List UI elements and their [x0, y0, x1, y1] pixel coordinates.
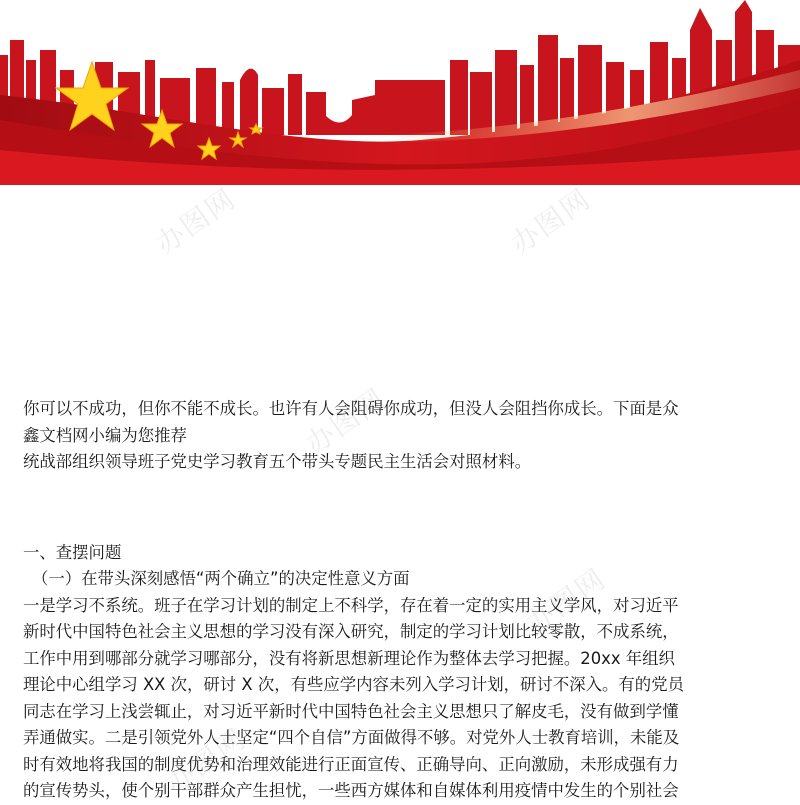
intro-line: 你可以不成功，但你不能不成长。也许有人会阻碍你成功，但没人会阻挡你成长。下面是众 — [23, 399, 679, 418]
body-line: 同志在学习上浅尝辄止，对习近平新时代中国特色社会主义思想只了解皮毛，没有做到学懂 — [23, 701, 679, 721]
watermark: 办图网 — [504, 181, 598, 261]
body-line: 弄通做实。二是引领党外人士坚定“四个自信”方面做得不够。对党外人士教育培训，未能及 — [23, 728, 680, 747]
body-line: 新时代中国特色社会主义思想的学习没有深入研究，制定的学习计划比较零散，不成系统， — [23, 622, 679, 641]
body-line: 一是学习不系统。班子在学习计划的制定上不科学，存在着一定的实用主义学风，对习近平 — [23, 595, 679, 615]
section-heading: 一、查摆问题 — [23, 542, 122, 562]
subsection-heading: （一）在带头深刻感悟“两个确立”的决定性意义方面 — [32, 569, 410, 588]
intro-line: 鑫文档网小编为您推荐 — [23, 425, 187, 445]
body-line: 工作中用到哪部分就学习哪部分，没有将新思想新理论作为整体去学习把握。20xx 年组织 — [23, 648, 675, 668]
city-skyline — [0, 0, 800, 185]
document-title-line: 统战部组织领导班子党史学习教育五个带头专题民主生活会对照材料。 — [23, 452, 532, 471]
document-body — [23, 396, 779, 805]
watermark: 办图网 — [149, 181, 243, 261]
watermark: 办图网 — [299, 381, 393, 461]
header-banner — [0, 0, 800, 185]
body-line: 时有效地将我国的制度优势和治理效能进行正面宣传、正确导向、正向激励，未形成强有力 — [23, 754, 679, 774]
watermark: 办图网 — [519, 561, 613, 641]
watermark: 办图网 — [159, 721, 253, 801]
body-line: 的宣传势头，使个别干部群众产生担忧，一些西方媒体和自媒体利用疫情中发生的个别社会 — [23, 781, 679, 800]
body-line: 理论中心组学习 XX 次，研讨 X 次，有些应学内容未列入学习计划，研讨不深入。有的党员 — [23, 675, 684, 694]
